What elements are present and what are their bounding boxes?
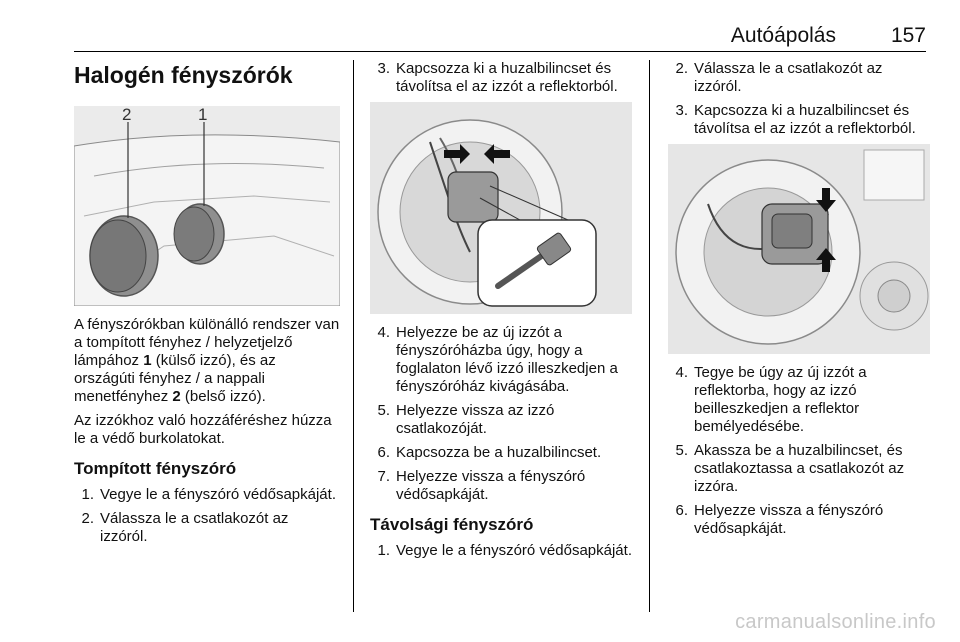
list-item: 5. Helyezze vissza az izzó csatlakozóját. xyxy=(377,402,555,437)
page-title: Halogén fényszórók xyxy=(74,62,293,88)
page-header xyxy=(74,0,926,52)
high-beam-steps-final xyxy=(668,364,930,538)
callout-1: 1 xyxy=(198,106,208,124)
list-item: 3. Kapcsozza ki a huzalbilincset és távolítsa el az izzót a reflektorból. xyxy=(377,60,618,95)
column-divider-1 xyxy=(353,60,354,612)
list-item: 2. Válassza le a csatlakozót az izzóról. xyxy=(675,60,883,95)
list-item: 5. Akassza be a huzalbilincset, és csatlakoztassa a csatlakozót az izzóra. xyxy=(675,442,905,495)
list-item: 1. Vegye le a fényszóró védősapkáját. xyxy=(377,542,632,559)
list-item: 1. Vegye le a fényszóró védősapkáját. xyxy=(81,486,336,503)
low-beam-steps xyxy=(74,486,340,546)
callout-2: 2 xyxy=(122,106,132,124)
list-item: 7. Helyezze vissza a fényszóró védősapkáját. xyxy=(377,468,586,503)
ref-inner-bulb: 2 xyxy=(172,388,181,405)
section-title: Autóápolás xyxy=(730,24,836,47)
watermark: carmanualsonline.info xyxy=(735,611,936,633)
bulb-removal-illustration xyxy=(370,102,632,314)
list-item: 4. Tegye be úgy az új izzót a reflektorba, hogy az izzó beilleszkedjen a reflektor bemélyedésébe. xyxy=(675,364,867,435)
low-beam-steps-final xyxy=(370,324,634,504)
low-beam-steps-cont xyxy=(370,60,634,96)
high-beam-bulb-illustration xyxy=(668,144,930,354)
headlamp-overview-illustration xyxy=(74,106,340,306)
header-rule xyxy=(74,51,926,52)
list-item: 3. Kapcsozza ki a huzalbilincset és távolítsa el az izzót a reflektorból. xyxy=(675,102,916,137)
list-item: 6. Kapcsozza be a huzalbilincset. xyxy=(377,444,602,461)
list-item: 2. Válassza le a csatlakozót az izzóról. xyxy=(81,510,289,545)
page-number: 157 xyxy=(890,24,926,47)
column-3 xyxy=(668,60,930,544)
ref-outer-bulb: 1 xyxy=(143,352,152,369)
access-paragraph: Az izzókhoz való hozzáféréshez húzza le a védő burkolatokat. xyxy=(74,412,332,447)
column-divider-2 xyxy=(649,60,650,612)
high-beam-steps-cont xyxy=(668,60,930,138)
list-item: 6. Helyezze vissza a fényszóró védősapkáját. xyxy=(675,502,884,537)
high-beam-steps xyxy=(370,542,634,560)
column-1 xyxy=(74,60,340,552)
list-item: 4. Helyezze be az új izzót a fényszóróházba úgy, hogy a foglalaton lévő izzó illeszkedjen a fényszóróház kivágásába. xyxy=(377,324,618,395)
intro-paragraph: A fényszórókban különálló rendszer van a tompított fényhez / helyzetjelző lámpához 1 (külső izzó), és az országúti fényhez / a nappali menetfényhez 2 (belső izzó). xyxy=(74,316,340,405)
column-2 xyxy=(370,60,634,566)
subheading-high-beam: Távolsági fényszóró xyxy=(370,515,534,534)
subheading-low-beam: Tompított fényszóró xyxy=(74,459,237,478)
